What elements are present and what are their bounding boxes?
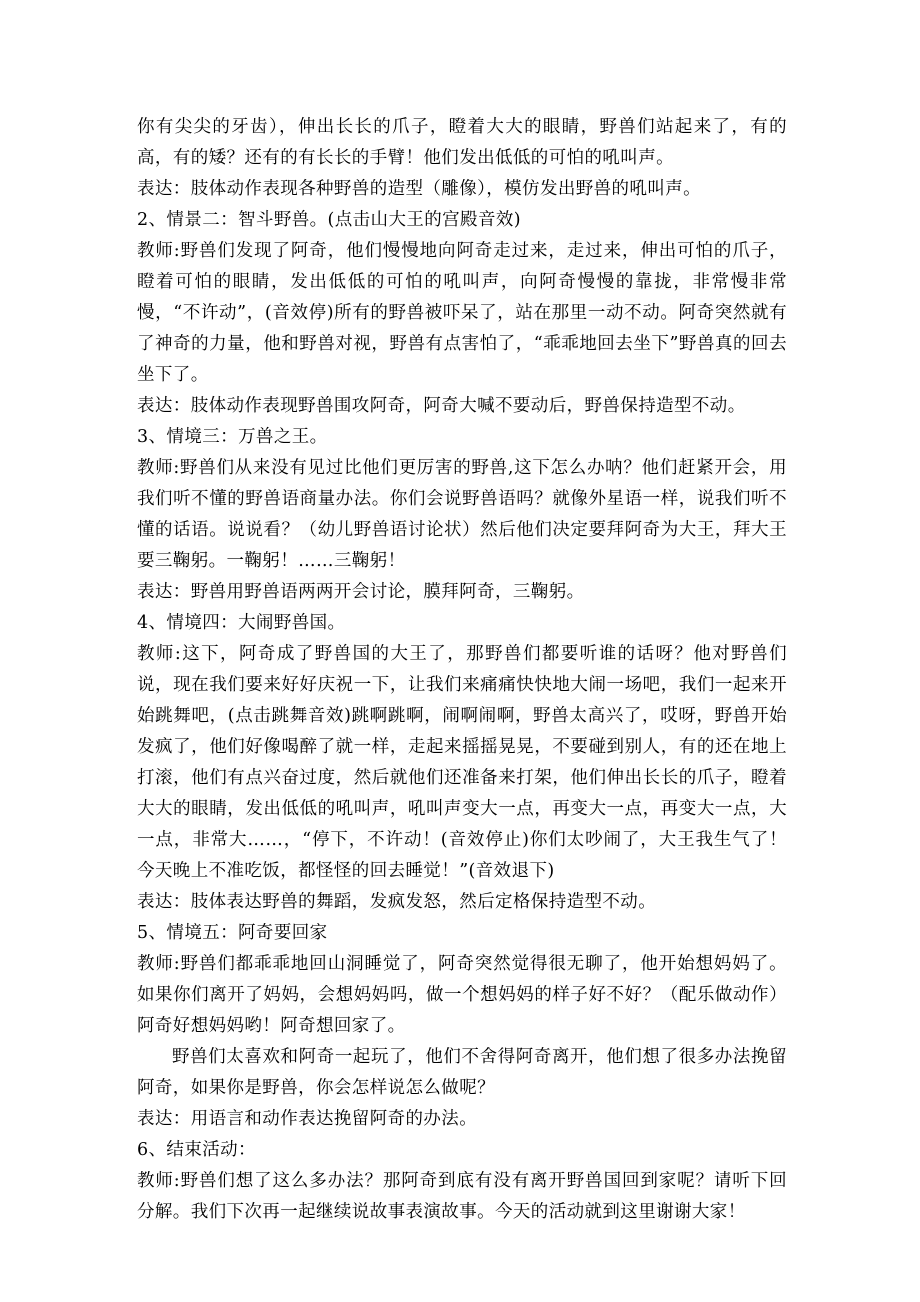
paragraph-17: 教师:野兽们想了这么多办法？那阿奇到底有没有离开野兽国回到家呢？请听下回分解。我们下次再一起继续说故事表演故事。今天的活动就到这里谢谢大家！ [137,1171,787,1222]
section-heading-6: 6、结束活动： [137,1140,256,1160]
paragraph-7: 教师:野兽们从来没有见过比他们更厉害的野兽,这下怎么办呐？他们赶紧开会，用我们听不懂的野兽语商量办法。你们会说野兽语吗？就像外星语一样，说我们听不懂的话语。说说看？（幼儿野兽语讨论状）然后他们决定要拜阿奇为大王，拜大王要三鞠躬。一鞠躬！……三鞠躬！ [137,458,787,571]
paragraph-13: 教师:野兽们都乖乖地回山洞睡觉了，阿奇突然觉得很无聊了，他开始想妈妈了。如果你们离开了妈妈，会想妈妈吗，做一个想妈妈的样子好不好？（配乐做动作）阿奇好想妈妈哟！阿奇想回家了。 [137,954,787,1036]
section-heading-3: 3、情境三：万兽之王。 [137,427,328,447]
section-heading-5: 5、情境五：阿奇要回家 [137,923,328,943]
paragraph-11: 表达：肢体表达野兽的舞蹈，发疯发怒，然后定格保持造型不动。 [137,892,657,912]
paragraph-14: 野兽们太喜欢和阿奇一起玩了，他们不舍得阿奇离开，他们想了很多办法挽留阿奇，如果你是野兽，你会怎样说怎么做呢？ [137,1047,787,1098]
section-heading-4: 4、情境四：大闹野兽国。 [137,613,346,633]
paragraph-8: 表达：野兽用野兽语两两开会讨论，膜拜阿奇，三鞠躬。 [137,582,585,602]
section-heading-2: 2、情景二：智斗野兽。(点击山大王的宫殿音效) [137,210,521,230]
paragraph-5: 表达：肢体动作表现野兽围攻阿奇，阿奇大喊不要动后，野兽保持造型不动。 [137,396,746,416]
paragraph-2: 表达：肢体动作表现各种野兽的造型（雕像），模仿发出野兽的吼叫声。 [137,179,702,199]
paragraph-1: 你有尖尖的牙齿），伸出长长的爪子，瞪着大大的眼睛，野兽们站起来了，有的高，有的矮？还有的有长长的手臂！他们发出低低的可怕的吼叫声。 [137,117,787,168]
paragraph-10: 教师:这下，阿奇成了野兽国的大王了，那野兽们都要听谁的话呀？他对野兽们说，现在我们要来好好庆祝一下，让我们来痛痛快快地大闹一场吧，我们一起来开始跳舞吧，(点击跳舞音效)跳啊跳啊，闹啊闹啊，野兽太高兴了，哎呀，野兽开始发疯了，他们好像喝醉了就一样，走起来摇摇晃晃，不要碰到别人，有的还在地上打滚，他们有点兴奋过度，然后就他们还准备来打架，他们伸出长长的爪子，瞪着大大的眼睛，发出低低的吼叫声，吼叫声变大一点，再变大一点，再变大一点，大一点，非常大……，“停下，不许动！(音效停止)你们太吵闹了，大王我生气了！今天晚上不准吃饭，都怪怪的回去睡觉！”(音效退下) [137,644,787,881]
paragraph-4: 教师:野兽们发现了阿奇，他们慢慢地向阿奇走过来，走过来，伸出可怕的爪子，瞪着可怕的眼睛，发出低低的可怕的吼叫声，向阿奇慢慢的靠拢，非常慢非常慢，“不许动”，(音效停)所有的野兽被吓呆了，站在那里一动不动。阿奇突然就有了神奇的力量，他和野兽对视，野兽有点害怕了，“乖乖地回去坐下”野兽真的回去坐下了。 [137,241,787,385]
paragraph-15: 表达：用语言和动作表达挽留阿奇的办法。 [137,1109,478,1129]
document-page [137,112,787,1228]
